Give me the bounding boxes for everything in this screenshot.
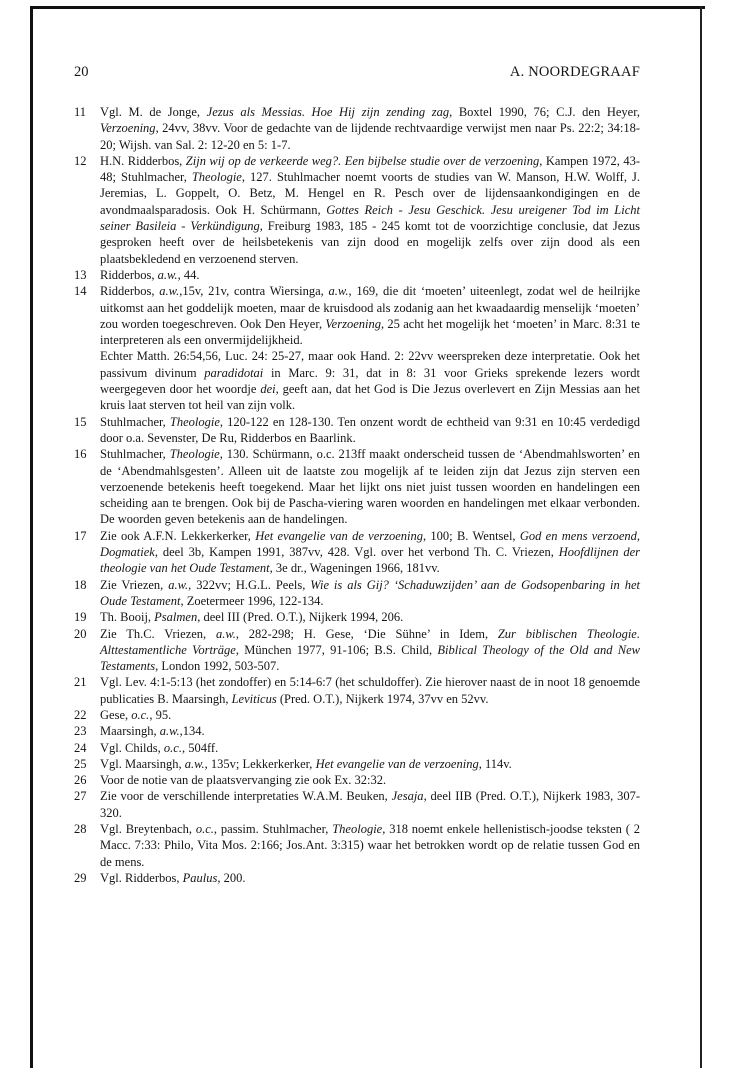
text-run: Voor de notie van de plaatsvervanging zie ook Ex. 32:32. [100,773,387,788]
footnote-text [100,788,640,821]
text-run: , 120-122 en 128-130. Ten onzent wordt de echtheid van 9:31 en 10:45 verdedigd door o.a. Sevenster, De Ru, Ridderbos en Baarlink. [100,414,640,445]
text-run: , geeft aan, dat het God is Die Jezus overlevert en Zijn Messias aan het kruis laat sterven tot heil van zijn volk. [100,382,640,413]
italic-citation: Jezus als Messias. Hoe Hij zijn zending zag [206,105,450,119]
footnote-text [100,528,640,577]
footnote-number: 26 [74,773,87,788]
footnote-number: 29 [74,870,87,885]
text-run: , 504ff. [181,740,219,755]
italic-citation: Het evangelie van de verzoening [315,756,479,771]
footnote-number: 20 [74,626,87,641]
text-run: , deel IIB (Pred. O.T.), Nijkerk 1983, 307-320. [100,789,640,820]
footnote-paragraph [100,788,640,821]
italic-citation: a.w. [184,756,205,771]
text-run: , deel 3b, Kampen 1991, 387vv, 428. Vgl. over het verbond Th. C. Vriezen, [154,545,559,560]
text-run: Vgl. Childs, [100,740,164,755]
footnote [74,446,640,527]
italic-citation: a.w. [159,284,180,299]
footnote-number: 28 [74,822,87,837]
footnote-text [100,577,640,610]
text-run: Stuhlmacher, [100,447,170,462]
footnote-number: 11 [74,105,87,119]
italic-citation: Psalmen [154,610,198,625]
footnote-number: 24 [74,740,87,755]
italic-citation: Theologie [191,170,242,185]
text-run: , London 1992, 503-507. [155,659,280,674]
italic-citation: Hoofdlijnen der theologie van het Oude Testament [100,545,640,576]
footnote-text [100,674,640,707]
italic-citation: a.w. [328,284,349,299]
text-run: Vgl. Ridderbos, [100,870,183,885]
footnote [74,104,640,153]
footnote-number: 19 [74,610,87,625]
text-run: ,15v, 21v, contra Wiersinga, [179,284,329,299]
text-run: , 130. Schürmann, o.c. 213ff maakt onderscheid tussen de ‘Abendmahlsworten’ en de ‘Abendmahlsgesten’. Alleen uit de laatste zou mogelijk af te leiden zijn dat Jezus zijn sterven een verzoenende betekenis heeft toegekend. Maar het lijkt ons niet juist tussen woorden en handelingen een scheiding aan te brengen. Ook bij de Pascha-viering waren woorden en handelingen met elkaar verbonden. De woorden geven betekenis aan de handelingen. [100,447,640,527]
footnote [74,414,640,447]
text-run: , passim. Stuhlmacher, [213,822,333,837]
italic-citation: God en mens verzoend, Dogmatiek [100,528,640,560]
footnote [74,577,640,610]
italic-citation: Verzoening [100,121,156,136]
footnote-number: 25 [74,756,87,771]
footnote-paragraph [100,577,640,610]
text-run: , Zoetermeer 1996, 122-134. [180,593,324,608]
footnote-text [100,740,640,756]
text-run: , 322vv; H.G.L. Peels, [188,577,311,592]
footnote [74,756,640,772]
italic-citation: Biblical Theology of the Old and New Testaments [100,642,640,674]
text-run: , Boxtel 1990, 76; C.J. den Heyer, [449,105,640,119]
italic-citation: a.w. [168,577,189,592]
footnote-text [100,609,640,625]
footnote-paragraph [100,283,640,348]
scan-edge-right [700,6,702,1068]
footnote-text [100,153,640,267]
italic-citation: o.c. [195,822,214,837]
italic-citation: Theologie [169,447,220,462]
italic-citation: Leviticus [231,691,277,706]
italic-citation: paradidotai [204,365,264,380]
footnote-paragraph [100,740,640,756]
footnote-paragraph [100,821,640,870]
footnote-number: 23 [74,724,87,739]
text-run: Zie Vriezen, [100,577,169,592]
footnote-number: 22 [74,707,87,722]
footnote-paragraph [100,707,640,723]
text-run: Gese, [100,707,132,722]
footnote-text [100,756,640,772]
footnote-text [100,414,640,447]
italic-citation: Theologie [332,822,383,837]
footnote-text [100,283,640,413]
footnote-text [100,723,640,739]
text-run: , 114v. [478,756,512,771]
text-run: Vgl. Lev. 4:1-5:13 (het zondoffer) en 5:14-6:7 (het schuldoffer). Zie hierover naast de in noot 18 genoemde publicaties B. Maarsingh, [100,675,640,706]
footnote-paragraph [100,674,640,707]
text-run: , 100; B. Wentsel, [423,528,520,543]
footnote-paragraph [100,528,640,577]
text-run: in Marc. 9: 31, dat in 8: 31 voor Grieks sprekende lezers wordt weergegeven door het woordje [100,365,640,397]
scan-edge-top [30,6,705,9]
footnote-number: 12 [74,153,87,168]
footnote [74,528,640,577]
footnote-paragraph [100,104,640,153]
page-number: 20 [74,64,89,80]
footnote [74,283,640,413]
footnote-number: 16 [74,447,87,462]
text-run: H.N. Ridderbos, [100,153,186,168]
footnote [74,674,640,707]
text-run: Vgl. Breytenbach, [100,822,196,837]
footnote-paragraph [100,446,640,527]
footnote-paragraph [100,414,640,447]
text-run: , 3e dr., Wageningen 1966, 181vv. [269,561,440,576]
text-run: , 318 noemt enkele hellenistisch-joodse teksten ( 2 Macc. 7:33: Philo, Vita Mos. 2:166; Jos.Ant. 3:315) waar het betrokken wordt op de relatie tussen God en de mens. [100,822,640,869]
text-run: Zie Th.C. Vriezen, [100,626,216,641]
footnote-paragraph [100,348,640,413]
footnote-text [100,104,640,153]
running-head: A. NOORDEGRAAF [509,64,640,80]
footnote [74,772,640,788]
footnote-text [100,267,640,283]
text-run: , 200. [217,870,246,885]
italic-citation: Jesaja [391,789,424,804]
text-run: Zie ook A.F.N. Lekkerkerker, [100,528,256,543]
footnote-text [100,870,640,886]
text-run: Vgl. Maarsingh, [100,756,185,771]
footnote-number: 17 [74,528,87,543]
scan-edge-left [30,6,33,1068]
footnote-paragraph [100,870,640,886]
text-run: , 44. [177,267,200,282]
footnote-number: 18 [74,577,87,592]
text-run: ,134. [179,724,205,739]
footnote-number: 21 [74,675,87,690]
text-run: Th. Booij, [100,610,155,625]
footnote [74,723,640,739]
footnotes-list [74,104,640,886]
text-run: , 169, die dit ‘moeten’ uiteenlegt, zodat wel de heilrijke uitkomst aan het goddelijk moeten, maar de kruisdood als zodanig aan het kwaadaardig menselijk ‘moeten’ zou worden toegeschreven. Ook Den Heyer, [100,284,640,331]
italic-citation: a.w. [157,267,178,282]
italic-citation: dei [260,382,276,397]
italic-citation: Gottes Reich - Jesu Geschick. Jesu ureigener Tod im Licht seiner Basileia - Verkündigung [100,202,640,234]
footnote [74,153,640,267]
italic-citation: o.c. [131,707,150,722]
footnote-text [100,821,640,870]
footnote-number: 14 [74,284,87,299]
text-run: , 135v; Lekkerkerker, [204,756,316,771]
italic-citation: Wie is als Gij? ‘Schaduwzijden’ aan de Godsopenbaring in het Oude Testament [100,577,640,608]
text-run: , 282-298; H. Gese, ‘Die Sühne’ in Idem, [235,626,498,641]
footnote [74,740,640,756]
footnote-paragraph [100,153,640,267]
text-run: Vgl. M. de Jonge, [100,105,207,119]
footnote-number: 27 [74,789,87,804]
footnote-paragraph [100,609,640,625]
text-run: , 95. [149,707,172,722]
text-run: Echter Matth. 26:54,56, Luc. 24: 25-27, maar ook Hand. 2: 22vv weerspreken deze interpretatie. Ook het passivum divinum [100,349,640,380]
text-run: Ridderbos, [100,267,158,282]
text-run: , deel III (Pred. O.T.), Nijkerk 1994, 206. [197,610,404,625]
footnote [74,870,640,886]
italic-citation: Zur biblischen Theologie. Alttestamentliche Vorträge [100,626,640,657]
italic-citation: Paulus [182,870,218,885]
text-run: , Freiburg 1983, 185 - 245 komt tot de voorzichtige conclusie, dat Jezus gesproken heeft over de heilsbetekenis van zijn dood en mogelijk zelfs over zijn dood als een plaatsbekledend en verzoenend sterven. [100,219,640,266]
text-run: , 24vv, 38vv. Voor de gedachte van de lijdende rechtvaardige verwijst men naar Ps. 22:2; 34:18-20; Wijsh. van Sal. 2: 12-20 en 5: 1-7. [100,121,640,152]
footnote-paragraph [100,723,640,739]
text-run: , 25 acht het mogelijk het ‘moeten’ in Marc. 8:31 te interpreteren als een onvermijdelijkheid. [100,316,640,348]
italic-citation: Zijn wij op de verkeerde weg?. Een bijbelse studie over de verzoening [185,153,540,168]
text-run: Ridderbos, [100,284,160,299]
footnote [74,609,640,625]
text-run: , 127. Stuhlmacher noemt voorts de studies van W. Manson, H.W. Wolff, J. Jeremias, L. Goppelt, O. Betz, M. Hengel en R. Pesch over de lijdensaankondigingen en de avondmaalsparadosis. Ook H. Schürmann, [100,170,640,217]
footnote-paragraph [100,756,640,772]
footnote [74,821,640,870]
footnote-text [100,772,640,788]
footnote-paragraph [100,772,640,788]
footnote-number: 15 [74,414,87,429]
footnote [74,788,640,821]
footnote [74,267,640,283]
footnote [74,626,640,675]
text-run: (Pred. O.T.), Nijkerk 1974, 37vv en 52vv. [276,691,489,706]
footnote-paragraph [100,626,640,675]
footnote-text [100,707,640,723]
italic-citation: a.w. [215,626,236,641]
italic-citation: Verzoening [325,316,381,331]
italic-citation: a.w. [159,724,180,739]
footnote-number: 13 [74,267,87,282]
text-run: Stuhlmacher, [100,414,170,429]
italic-citation: Het evangelie van de verzoening [255,528,424,543]
footnote [74,707,640,723]
footnote-text [100,626,640,675]
text-run: Maarsingh, [100,724,160,739]
italic-citation: o.c. [163,740,182,755]
page-header [74,64,640,84]
text-run: , Kampen 1972, 43-48; Stuhlmacher, [100,153,640,185]
italic-citation: Theologie [169,414,220,429]
text-run: , München 1977, 91-106; B.S. Child, [235,642,438,657]
footnote-text [100,446,640,527]
text-run: Zie voor de verschillende interpretaties W.A.M. Beuken, [100,789,392,804]
footnote-paragraph [100,267,640,283]
